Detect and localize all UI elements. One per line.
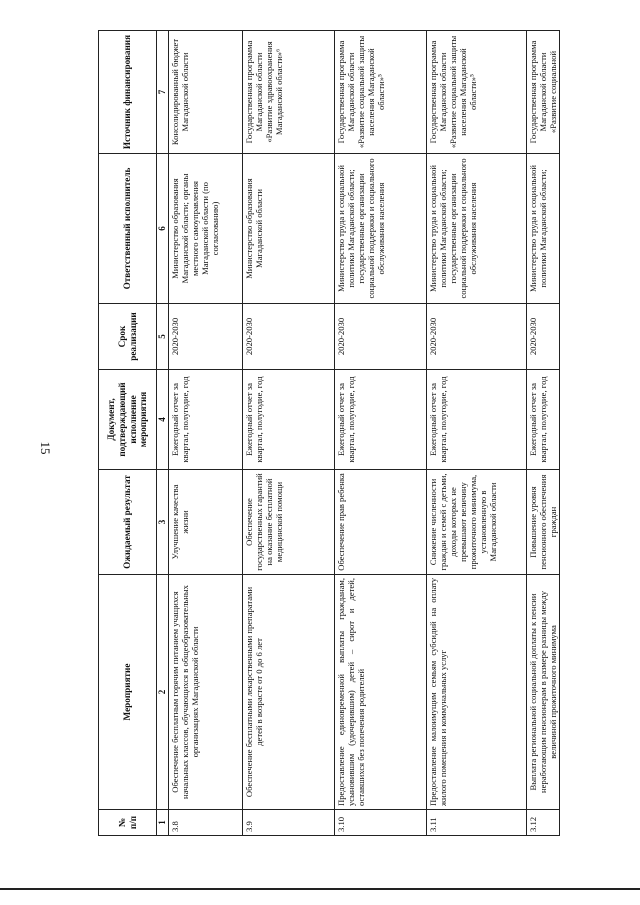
row-result: Улучшение качества жизни bbox=[168, 470, 242, 575]
row-source: Государственная программа Магаданской области «Развитие социальной bbox=[526, 31, 559, 154]
row-num: 3.11 bbox=[426, 810, 526, 836]
row-document: Ежегодный отчет за квартал, полугодие, год bbox=[526, 370, 559, 470]
row-term: 2020-2030 bbox=[168, 304, 242, 370]
header-row bbox=[99, 31, 157, 836]
row-document: Ежегодный отчет за квартал, полугодие, год bbox=[242, 370, 334, 470]
col-header-num: № п/п bbox=[99, 810, 157, 836]
row-result: Обеспечение прав ребенка bbox=[334, 470, 426, 575]
table-row bbox=[334, 31, 426, 836]
col-header-event: Мероприятие bbox=[99, 575, 157, 810]
col-number: 4 bbox=[157, 370, 169, 470]
row-event: Предоставление единовременной выплаты гражданам, усыновившим (удочерившим) детей – сирот и детей, оставшихся без попечения родителей bbox=[334, 575, 426, 810]
row-event: Обеспечение бесплатным горячим питанием учащихся начальных классов, обучающихся в общеобразовательных организациях Магаданской области bbox=[168, 575, 242, 810]
col-number: 2 bbox=[157, 575, 169, 810]
row-source: Государственная программа Магаданской области «Развитие здравоохранения Магаданской области»⁶ bbox=[242, 31, 334, 154]
row-source: Государственная программа Магаданской области «Развитие социальной защиты населения Магаданской области»⁵ bbox=[426, 31, 526, 154]
col-number: 1 bbox=[157, 810, 169, 836]
col-number: 6 bbox=[157, 154, 169, 304]
col-header-executor: Ответственный исполнитель bbox=[99, 154, 157, 304]
row-result: Снижение численности граждан и семей с детьми, доходы которых не превышают величину прожиточного минимума, установленную в Магаданской области bbox=[426, 470, 526, 575]
row-result: Обеспечение государственных гарантий на оказание бесплатной медицинской помощи bbox=[242, 470, 334, 575]
row-num: 3.8 bbox=[168, 810, 242, 836]
row-event: Предоставление малоимущим семьям субсидий на оплату жилого помещения и коммунальных услуг bbox=[426, 575, 526, 810]
row-term: 2020-2030 bbox=[526, 304, 559, 370]
col-number: 7 bbox=[157, 31, 169, 154]
table-row bbox=[426, 31, 526, 836]
col-header-term: Срок реализации bbox=[99, 304, 157, 370]
row-source: Консолидированный бюджет Магаданской области bbox=[168, 31, 242, 154]
table-row bbox=[242, 31, 334, 836]
row-executor: Министерство труда и социальной политики Магаданской области; bbox=[526, 154, 559, 304]
page-number: 15 bbox=[38, 441, 53, 455]
col-number: 3 bbox=[157, 470, 169, 575]
row-event: Обеспечение бесплатными лекарственными препаратами детей в возрасте от 0 до 6 лет bbox=[242, 575, 334, 810]
row-term: 2020-2030 bbox=[242, 304, 334, 370]
col-header-source: Источник финансирования bbox=[99, 31, 157, 154]
row-document: Ежегодный отчет за квартал, полугодие, год bbox=[168, 370, 242, 470]
row-executor: Министерство труда и социальной политики Магаданской области; государственные организации социальной поддержки и социального обслуживания населения bbox=[426, 154, 526, 304]
row-term: 2020-2030 bbox=[334, 304, 426, 370]
row-source: Государственная программа Магаданской области «Развитие социальной защиты населения Магаданской области»⁵ bbox=[334, 31, 426, 154]
table-row bbox=[526, 31, 559, 836]
row-document: Ежегодный отчет за квартал, полугодие, год bbox=[426, 370, 526, 470]
col-number: 5 bbox=[157, 304, 169, 370]
row-num: 3.12 bbox=[526, 810, 559, 836]
col-header-document: Документ, подтверждающий исполнение мероприятия bbox=[99, 370, 157, 470]
row-executor: Министерство образования Магаданской области bbox=[242, 154, 334, 304]
page-bottom-rule bbox=[0, 888, 640, 890]
row-term: 2020-2030 bbox=[426, 304, 526, 370]
row-num: 3.10 bbox=[334, 810, 426, 836]
table-row bbox=[168, 31, 242, 836]
row-event: Выплата региональной социальной доплаты к пенсии неработающим пенсионерам в размере разницы между величиной прожиточного минимума bbox=[526, 575, 559, 810]
row-num: 3.9 bbox=[242, 810, 334, 836]
row-document: Ежегодный отчет за квартал, полугодие, год bbox=[334, 370, 426, 470]
row-executor: Министерство образования Магаданской области; органы местного самоуправления Магаданской области (по согласованию) bbox=[168, 154, 242, 304]
measures-table bbox=[98, 30, 560, 836]
row-result: Повышение уровня пенсионного обеспечения граждан bbox=[526, 470, 559, 575]
col-header-result: Ожидаемый результат bbox=[99, 470, 157, 575]
rotated-table-container bbox=[98, 31, 556, 836]
column-number-row bbox=[157, 31, 169, 836]
row-executor: Министерство труда и социальной политики Магаданской области; государственные организации социальной поддержки и социального обслуживания населения bbox=[334, 154, 426, 304]
